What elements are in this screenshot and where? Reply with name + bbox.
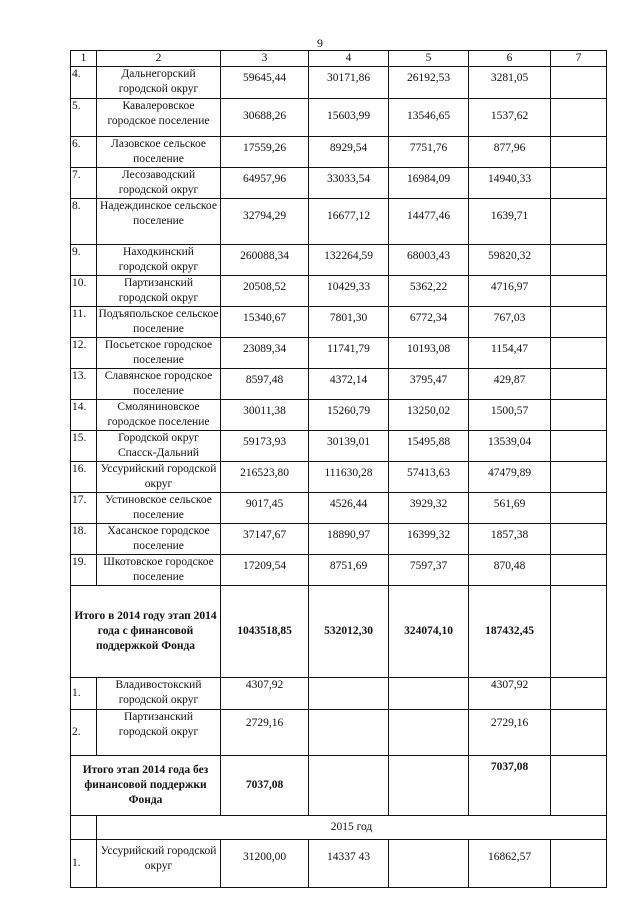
value-col7: [551, 524, 607, 555]
total-with-fund-col5: 324074,10: [389, 586, 469, 678]
value-col7: [551, 245, 607, 276]
value-col4: 7801,30: [309, 307, 389, 338]
total-without-fund-col3: 7037,08: [221, 756, 309, 816]
value-col5: 26192,53: [389, 67, 469, 99]
table-row: [71, 678, 607, 710]
municipality-name: Устиновское сельское поселение: [97, 493, 221, 524]
value-col5: 7597,37: [389, 555, 469, 586]
value-col7: [551, 67, 607, 99]
municipality-name: Подъяпольское сельское поселение: [97, 307, 221, 338]
value-col5: 10193,08: [389, 338, 469, 369]
municipality-name: Партизанский городской округ: [97, 276, 221, 307]
value-col3: 23089,34: [221, 338, 309, 369]
value-col3: 37147,67: [221, 524, 309, 555]
municipality-name: Находкинский городской округ: [97, 245, 221, 276]
row-number: 4.: [71, 67, 97, 99]
table-row: [71, 338, 607, 369]
row-number: 5.: [71, 99, 97, 137]
value-col5: 3929,32: [389, 493, 469, 524]
municipality-name: Шкотовское городское поселение: [97, 555, 221, 586]
value-col7: [551, 840, 607, 888]
table-row: [71, 245, 607, 276]
municipality-name: Партизанский городской округ: [97, 710, 221, 756]
header-cell-1: 1: [71, 51, 97, 67]
value-col6: 3281,05: [469, 67, 551, 99]
value-col7: [551, 369, 607, 400]
table-row: [71, 493, 607, 524]
value-col5: [389, 678, 469, 710]
value-col6: 1639,71: [469, 199, 551, 245]
value-col7: [551, 307, 607, 338]
value-col5: 6772,34: [389, 307, 469, 338]
value-col3: 32794,29: [221, 199, 309, 245]
value-col3: 8597,48: [221, 369, 309, 400]
header-cell-2: 2: [97, 51, 221, 67]
value-col6: 1154,47: [469, 338, 551, 369]
value-col4: 11741,79: [309, 338, 389, 369]
value-col7: [551, 555, 607, 586]
value-col7: [551, 99, 607, 137]
value-col6: 877,96: [469, 137, 551, 168]
value-col3: 4307,92: [221, 678, 309, 710]
value-col5: [389, 710, 469, 756]
value-col6: 59820,32: [469, 245, 551, 276]
row-number: 1.: [71, 678, 97, 710]
table-row: [71, 710, 607, 756]
value-col7: [551, 678, 607, 710]
value-col4: 10429,33: [309, 276, 389, 307]
value-col7: [551, 431, 607, 462]
value-col4: [309, 678, 389, 710]
value-col5: 14477,46: [389, 199, 469, 245]
value-col7: [551, 493, 607, 524]
value-col4: [309, 710, 389, 756]
municipality-name: Уссурийский городской округ: [97, 462, 221, 493]
value-col5: [389, 840, 469, 888]
table-row: [71, 524, 607, 555]
value-col4: 15603,99: [309, 99, 389, 137]
value-col4: 15260,79: [309, 400, 389, 431]
table-row: [71, 67, 607, 99]
municipality-name: Уссурийский городской округ: [97, 840, 221, 888]
value-col5: 7751,76: [389, 137, 469, 168]
value-col7: [551, 400, 607, 431]
row-number: 13.: [71, 369, 97, 400]
row-number: 12.: [71, 338, 97, 369]
row-number: 14.: [71, 400, 97, 431]
value-col4: 4372,14: [309, 369, 389, 400]
table-row: [71, 276, 607, 307]
row-number: 18.: [71, 524, 97, 555]
value-col3: 2729,16: [221, 710, 309, 756]
value-col6: 47479,89: [469, 462, 551, 493]
value-col5: 15495,88: [389, 431, 469, 462]
header-cell-6: 6: [469, 51, 551, 67]
total-with-fund-label: Итого в 2014 году этап 2014 года с финансовой поддержкой Фонда: [71, 586, 221, 678]
table-row: [71, 555, 607, 586]
year-row-blank: [71, 816, 97, 840]
year-heading: 2015 год: [97, 816, 607, 840]
total-without-fund-row: [71, 756, 607, 816]
row-number: 15.: [71, 431, 97, 462]
value-col7: [551, 137, 607, 168]
municipality-name: Смоляниновское городское поселение: [97, 400, 221, 431]
value-col5: 57413,63: [389, 462, 469, 493]
value-col7: [551, 462, 607, 493]
row-number: 2.: [71, 710, 97, 756]
total-without-fund-col4: [309, 756, 389, 816]
value-col5: 68003,43: [389, 245, 469, 276]
value-col4: 132264,59: [309, 245, 389, 276]
row-number: 7.: [71, 168, 97, 199]
value-col3: 15340,67: [221, 307, 309, 338]
value-col3: 31200,00: [221, 840, 309, 888]
value-col3: 59645,44: [221, 67, 309, 99]
value-col4: 18890,97: [309, 524, 389, 555]
value-col6: 429,87: [469, 369, 551, 400]
total-without-fund-label: Итого этап 2014 года без финансовой поддержки Фонда: [71, 756, 221, 816]
value-col4: 8929,54: [309, 137, 389, 168]
municipality-name: Хасанское городское поселение: [97, 524, 221, 555]
value-col5: 5362,22: [389, 276, 469, 307]
value-col6: 16862,57: [469, 840, 551, 888]
municipality-name: Лазовское сельское поселение: [97, 137, 221, 168]
value-col6: 1537,62: [469, 99, 551, 137]
total-with-fund-col3: 1043518,85: [221, 586, 309, 678]
row-number: 16.: [71, 462, 97, 493]
row-number: 19.: [71, 555, 97, 586]
table-row: [71, 99, 607, 137]
value-col4: 14337 43: [309, 840, 389, 888]
value-col3: 216523,80: [221, 462, 309, 493]
municipality-name: Кавалеровское городское поселение: [97, 99, 221, 137]
row-number: 6.: [71, 137, 97, 168]
municipality-name: Славянское городское поселение: [97, 369, 221, 400]
total-with-fund-row: [71, 586, 607, 678]
table-row: [71, 199, 607, 245]
value-col7: [551, 710, 607, 756]
table-row: [71, 307, 607, 338]
value-col3: 17559,26: [221, 137, 309, 168]
value-col6: 14940,33: [469, 168, 551, 199]
value-col6: 4716,97: [469, 276, 551, 307]
value-col6: 1857,38: [469, 524, 551, 555]
value-col7: [551, 199, 607, 245]
value-col3: 64957,96: [221, 168, 309, 199]
value-col3: 9017,45: [221, 493, 309, 524]
table-row: [71, 431, 607, 462]
value-col6: 13539,04: [469, 431, 551, 462]
value-col3: 20508,52: [221, 276, 309, 307]
value-col5: 3795,47: [389, 369, 469, 400]
municipality-name: Надеждинское сельское поселение: [97, 199, 221, 245]
value-col4: 16677,12: [309, 199, 389, 245]
table-row: [71, 400, 607, 431]
budget-table: [70, 50, 607, 888]
value-col6: 1500,57: [469, 400, 551, 431]
header-cell-3: 3: [221, 51, 309, 67]
row-number: 9.: [71, 245, 97, 276]
value-col4: 111630,28: [309, 462, 389, 493]
table-row: [71, 137, 607, 168]
table-row: [71, 840, 607, 888]
municipality-name: Посьетское городское поселение: [97, 338, 221, 369]
row-number: 10.: [71, 276, 97, 307]
municipality-name: Владивостокский городской округ: [97, 678, 221, 710]
value-col6: 870,48: [469, 555, 551, 586]
value-col5: 16399,32: [389, 524, 469, 555]
value-col6: 4307,92: [469, 678, 551, 710]
total-with-fund-col4: 532012,30: [309, 586, 389, 678]
header-cell-7: 7: [551, 51, 607, 67]
value-col3: 17209,54: [221, 555, 309, 586]
row-number: 11.: [71, 307, 97, 338]
value-col7: [551, 168, 607, 199]
row-number: 1.: [71, 840, 97, 888]
header-cell-5: 5: [389, 51, 469, 67]
value-col4: 30139,01: [309, 431, 389, 462]
value-col3: 30688,26: [221, 99, 309, 137]
value-col3: 59173,93: [221, 431, 309, 462]
total-with-fund-col6: 187432,45: [469, 586, 551, 678]
municipality-name: Лесозаводский городской округ: [97, 168, 221, 199]
year-row: [71, 816, 607, 840]
value-col5: 13250,02: [389, 400, 469, 431]
page-number: 9: [317, 36, 323, 50]
table-row: [71, 168, 607, 199]
municipality-name: Дальнегорский городской округ: [97, 67, 221, 99]
value-col7: [551, 338, 607, 369]
total-without-fund-col5: [389, 756, 469, 816]
row-number: 17.: [71, 493, 97, 524]
value-col5: 13546,65: [389, 99, 469, 137]
value-col7: [551, 276, 607, 307]
header-row: [71, 51, 607, 67]
value-col4: 33033,54: [309, 168, 389, 199]
value-col6: 2729,16: [469, 710, 551, 756]
value-col3: 260088,34: [221, 245, 309, 276]
total-without-fund-col7: [551, 756, 607, 816]
value-col6: 767,03: [469, 307, 551, 338]
row-number: 8.: [71, 199, 97, 245]
value-col3: 30011,38: [221, 400, 309, 431]
value-col5: 16984,09: [389, 168, 469, 199]
total-without-fund-col6: 7037,08: [469, 756, 551, 816]
table-row: [71, 369, 607, 400]
value-col4: 4526,44: [309, 493, 389, 524]
table-row: [71, 462, 607, 493]
value-col6: 561,69: [469, 493, 551, 524]
municipality-name: Городской округ Спасск-Дальний: [97, 431, 221, 462]
total-with-fund-col7: [551, 586, 607, 678]
municipal-rows: [71, 67, 607, 586]
value-col4: 30171,86: [309, 67, 389, 99]
header-cell-4: 4: [309, 51, 389, 67]
value-col4: 8751,69: [309, 555, 389, 586]
